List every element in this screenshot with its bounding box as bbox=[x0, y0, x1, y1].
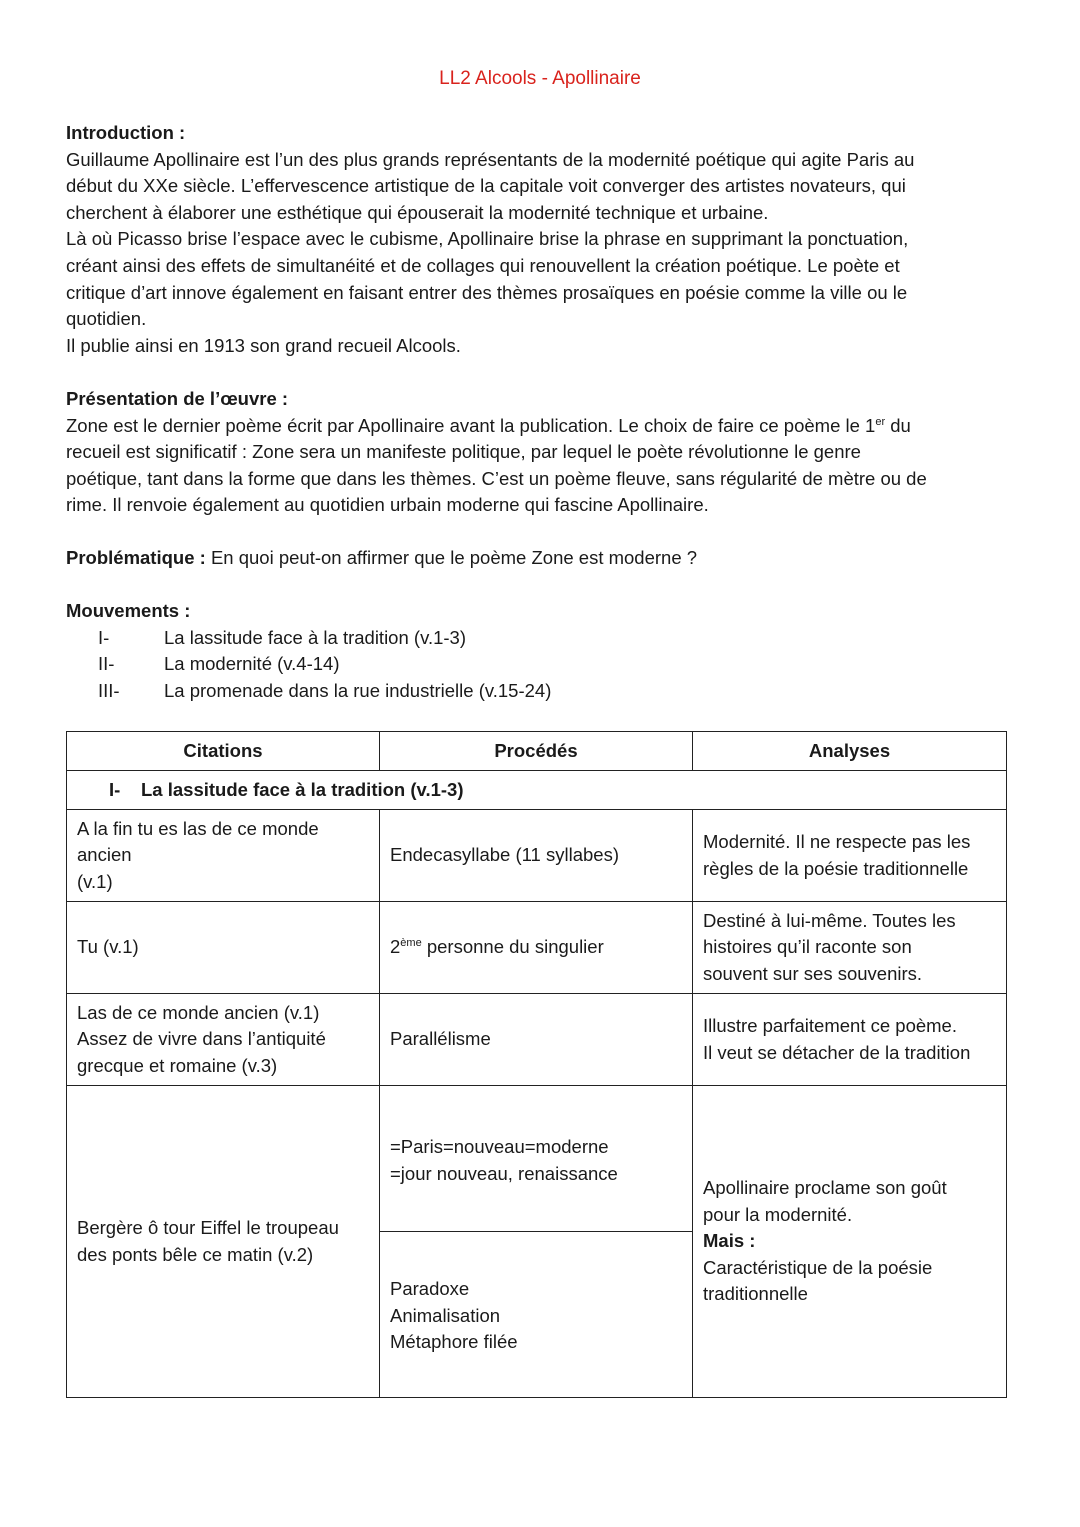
procede-cell bbox=[380, 902, 693, 994]
section-number: I- bbox=[109, 778, 121, 800]
mouvement-label: La lassitude face à la tradition (v.1-3) bbox=[164, 626, 466, 648]
section-label: La lassitude face à la tradition (v.1-3) bbox=[141, 778, 464, 800]
procede-cell bbox=[380, 810, 693, 902]
procede-line: Endecasyllabe (11 syllabes) bbox=[390, 844, 619, 866]
analyse-line: Apollinaire proclame son goût bbox=[703, 1177, 947, 1199]
presentation-line: recueil est significatif : Zone sera un manifeste politique, par lequel le poète révolutionne le genre bbox=[66, 441, 861, 463]
citation-line: grecque et romaine (v.3) bbox=[77, 1054, 278, 1076]
analysis-table bbox=[66, 731, 1007, 1398]
analyse-cell bbox=[693, 1086, 1007, 1398]
introduction-line: Là où Picasso brise l’espace avec le cubisme, Apollinaire brise la phrase en supprimant la ponctuation, bbox=[66, 228, 909, 250]
analyse-line: traditionnelle bbox=[703, 1283, 808, 1305]
citation-cell bbox=[67, 994, 380, 1086]
introduction-line: quotidien. bbox=[66, 308, 147, 330]
citation-cell bbox=[67, 902, 380, 994]
analyse-cell bbox=[693, 994, 1007, 1086]
header-procedes: Procédés bbox=[380, 732, 693, 771]
analyse-line: Il veut se détacher de la tradition bbox=[703, 1041, 971, 1063]
table-row bbox=[67, 1086, 1007, 1232]
mouvement-item bbox=[66, 651, 966, 678]
superscript: ème bbox=[400, 937, 422, 950]
citation-line: Bergère ô tour Eiffel le troupeau bbox=[77, 1216, 339, 1238]
analyse-line: souvent sur ses souvenirs. bbox=[703, 962, 923, 984]
procede-line: Paradoxe bbox=[390, 1278, 470, 1299]
superscript: er bbox=[875, 415, 886, 428]
mouvement-label: La promenade dans la rue industrielle (v.15-24) bbox=[164, 679, 552, 701]
analyse-line: pour la modernité. bbox=[703, 1203, 853, 1225]
citation-line: Assez de vivre dans l’antiquité bbox=[77, 1028, 326, 1050]
analyse-line-bold: Mais : bbox=[703, 1230, 756, 1252]
citation-line: A la fin tu es las de ce monde bbox=[77, 817, 319, 839]
problematique-heading: Problématique : bbox=[66, 547, 206, 568]
citation-line: ancien bbox=[77, 844, 132, 866]
mouvement-number: I- bbox=[98, 626, 110, 648]
page-title: LL2 Alcools - Apollinaire bbox=[439, 68, 641, 89]
mouvements-section bbox=[66, 598, 966, 704]
procede-cell bbox=[380, 1086, 693, 1232]
procede-line: Parallélisme bbox=[390, 1028, 491, 1050]
mouvement-number: II- bbox=[98, 653, 115, 675]
problematique-section bbox=[66, 545, 1006, 572]
analyse-line: Illustre parfaitement ce poème. bbox=[703, 1014, 957, 1036]
introduction-heading: Introduction : bbox=[66, 122, 186, 143]
introduction-line: Il publie ainsi en 1913 son grand recueil Alcools. bbox=[66, 334, 461, 356]
presentation-heading: Présentation de l’œuvre : bbox=[66, 388, 289, 409]
mouvement-number: III- bbox=[98, 679, 120, 701]
analyse-line: Modernité. Il ne respecte pas les bbox=[703, 830, 971, 852]
citation-line: Las de ce monde ancien (v.1) bbox=[77, 1001, 320, 1023]
analyse-cell bbox=[693, 902, 1007, 994]
citation-line: des ponts bêle ce matin (v.2) bbox=[77, 1243, 314, 1265]
mouvements-heading: Mouvements : bbox=[66, 600, 191, 621]
analyse-cell bbox=[693, 810, 1007, 902]
introduction-line: Guillaume Apollinaire est l’un des plus grands représentants de la modernité poétique qui agite Paris au bbox=[66, 148, 915, 170]
procede-cell bbox=[380, 994, 693, 1086]
section-cell bbox=[67, 771, 1007, 810]
header-analyses: Analyses bbox=[693, 732, 1007, 771]
mouvement-item bbox=[66, 678, 966, 705]
introduction-section bbox=[66, 120, 1006, 359]
analyse-line: Caractéristique de la poésie bbox=[703, 1256, 933, 1278]
table-row bbox=[67, 810, 1007, 902]
presentation-text: du bbox=[885, 414, 911, 436]
procede-cell bbox=[380, 1232, 693, 1398]
procede-line: =Paris=nouveau=moderne bbox=[390, 1136, 609, 1157]
problematique-text: En quoi peut-on affirmer que le poème Zone est moderne ? bbox=[205, 547, 698, 568]
presentation-line bbox=[66, 413, 1006, 440]
analyse-line: Destiné à lui-même. Toutes les bbox=[703, 909, 956, 931]
presentation-line: rime. Il renvoie également au quotidien urbain moderne qui fascine Apollinaire. bbox=[66, 494, 709, 516]
table-header-row bbox=[67, 732, 1007, 771]
table-row bbox=[67, 902, 1007, 994]
presentation-text: Zone est le dernier poème écrit par Apollinaire avant la publication. Le choix de faire ce poème le 1 bbox=[66, 414, 876, 436]
analyse-line: histoires qu’il raconte son bbox=[703, 936, 912, 958]
table-row bbox=[67, 994, 1007, 1086]
presentation-section bbox=[66, 386, 1006, 519]
introduction-line: début du XXe siècle. L’effervescence artistique de la capitale voit converger des artistes novateurs, qui bbox=[66, 175, 906, 197]
procede-line: Animalisation bbox=[390, 1304, 501, 1326]
presentation-line: poétique, tant dans la forme que dans les thèmes. C’est un poème fleuve, sans régularité de mètre ou de bbox=[66, 467, 927, 489]
procede-text: personne du singulier bbox=[421, 936, 604, 958]
citation-line: Tu (v.1) bbox=[77, 936, 139, 958]
introduction-line: créant ainsi des effets de simultanéité et de collages qui renouvellent la création poétique. Le poète et bbox=[66, 254, 900, 276]
citation-line: (v.1) bbox=[77, 870, 113, 892]
header-citations: Citations bbox=[67, 732, 380, 771]
citation-cell bbox=[67, 1086, 380, 1398]
section-row bbox=[67, 771, 1007, 810]
procede-line: Métaphore filée bbox=[390, 1331, 518, 1353]
introduction-line: cherchent à élaborer une esthétique qui épouserait la modernité technique et urbaine. bbox=[66, 201, 769, 223]
mouvement-label: La modernité (v.4-14) bbox=[164, 653, 340, 675]
citation-cell bbox=[67, 810, 380, 902]
analyse-line: règles de la poésie traditionnelle bbox=[703, 857, 969, 879]
procede-text: 2 bbox=[390, 936, 401, 958]
introduction-line: critique d’art innove également en faisant entrer des thèmes prosaïques en poésie comme la ville ou le bbox=[66, 281, 908, 303]
procede-line: =jour nouveau, renaissance bbox=[390, 1162, 618, 1184]
mouvement-item bbox=[66, 625, 966, 652]
